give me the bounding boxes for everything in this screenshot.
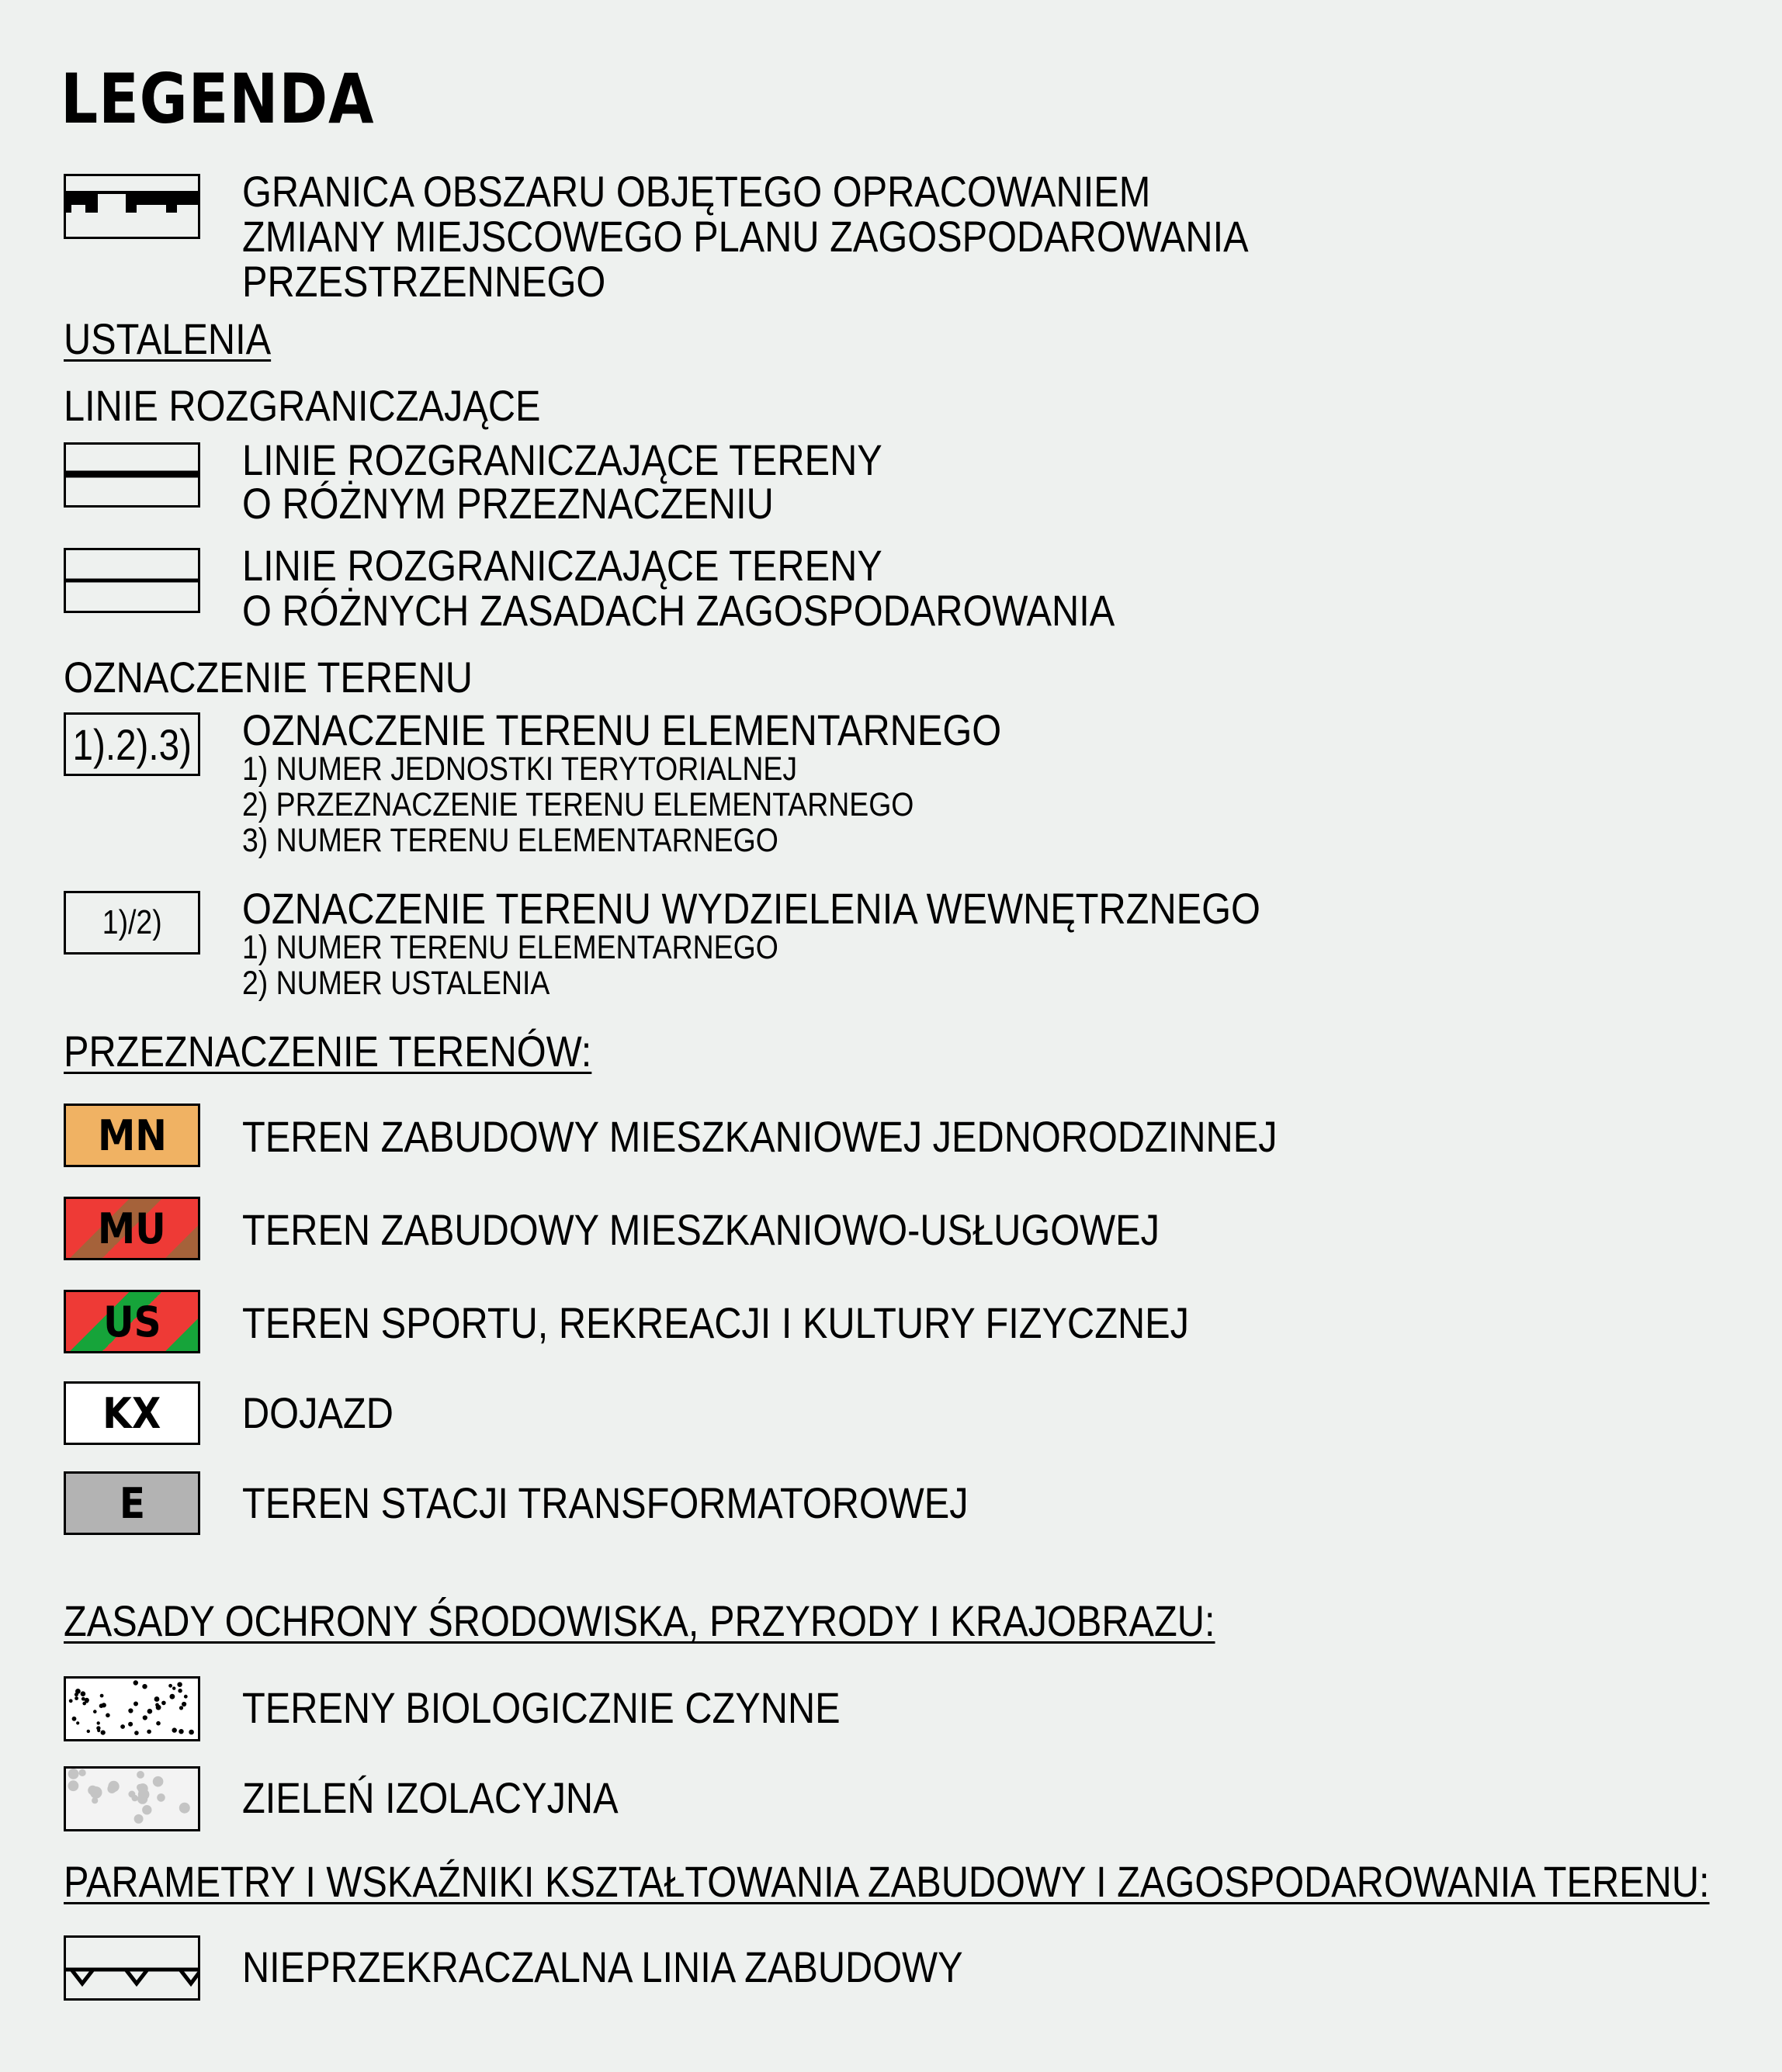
pattern-dot bbox=[172, 1727, 177, 1732]
pattern-dot bbox=[128, 1722, 133, 1727]
land-use-label-kx: DOJAZD bbox=[242, 1388, 393, 1437]
pattern-dot bbox=[170, 1694, 175, 1700]
biologically-active-pattern-icon bbox=[64, 1676, 200, 1740]
elementary-designation-title: OZNACZENIE TERENU ELEMENTARNEGO bbox=[242, 705, 1002, 754]
building-line-label: NIEPRZEKRACZALNA LINIA ZABUDOWY bbox=[242, 1942, 963, 1991]
pattern-dot bbox=[156, 1721, 161, 1726]
pattern-dot bbox=[128, 1708, 133, 1713]
isolation-greenery-label: ZIELEŃ IZOLACYJNA bbox=[242, 1773, 619, 1822]
pattern-dot bbox=[85, 1700, 88, 1703]
boundary-label-line-1: GRANICA OBSZARU OBJĘTEGO OPRACOWANIEM bbox=[242, 167, 1151, 216]
pattern-dot bbox=[179, 1706, 183, 1710]
pattern-dot bbox=[143, 1715, 147, 1720]
land-use-label-mn: TEREN ZABUDOWY MIESZKANIOWEJ JEDNORODZINNEJ bbox=[242, 1112, 1278, 1161]
internal-designation-box bbox=[64, 891, 200, 955]
pattern-dot bbox=[109, 1786, 116, 1793]
pattern-dot bbox=[184, 1695, 188, 1699]
pattern-dot bbox=[76, 1721, 79, 1724]
land-use-label-e: TEREN STACJI TRANSFORMATOROWEJ bbox=[242, 1478, 969, 1527]
pattern-dot bbox=[168, 1684, 172, 1688]
land-use-code-e bbox=[64, 1471, 200, 1535]
internal-designation-item-1: 1) NUMER TERENU ELEMENTARNEGO bbox=[242, 929, 778, 966]
pattern-dot bbox=[182, 1702, 186, 1706]
pattern-dot bbox=[179, 1729, 183, 1734]
pattern-dot bbox=[106, 1713, 110, 1718]
land-use-code-mu bbox=[64, 1197, 200, 1260]
pattern-dot bbox=[75, 1696, 78, 1700]
section-linie-header: LINIE ROZGRANICZAJĄCE bbox=[64, 381, 541, 430]
pattern-dot bbox=[178, 1689, 182, 1693]
pattern-dot bbox=[133, 1680, 138, 1685]
section-parametry-header: PARAMETRY I WSKAŹNIKI KSZTAŁTOWANIA ZABUDOWY I ZAGOSPODAROWANIA TERENU: bbox=[64, 1857, 1710, 1906]
pattern-dot bbox=[88, 1786, 97, 1795]
pattern-dot bbox=[189, 1730, 194, 1735]
elementary-designation-item-1: 1) NUMER JEDNOSTKI TERYTORIALNEJ bbox=[242, 750, 798, 788]
pattern-dot bbox=[179, 1803, 190, 1814]
elementary-designation-item-3: 3) NUMER TERENU ELEMENTARNEGO bbox=[242, 822, 778, 859]
pattern-dot bbox=[172, 1686, 175, 1689]
pattern-dot bbox=[154, 1696, 160, 1702]
pattern-dot bbox=[155, 1703, 159, 1707]
land-use-code-us-text: US bbox=[102, 1297, 161, 1346]
land-use-code-mn-text: MN bbox=[97, 1110, 167, 1160]
section-ustalenia: USTALENIA bbox=[64, 314, 272, 363]
pattern-dot bbox=[161, 1701, 166, 1706]
pattern-dot bbox=[132, 1795, 138, 1801]
land-use-label-us: TEREN SPORTU, REKREACJI I KULTURY FIZYCZNEJ bbox=[242, 1298, 1189, 1347]
pattern-dot bbox=[102, 1703, 106, 1707]
pattern-dot bbox=[137, 1771, 144, 1779]
land-use-code-mn bbox=[64, 1104, 200, 1167]
land-use-code-us bbox=[64, 1290, 200, 1353]
land-use-code-kx-text: KX bbox=[102, 1388, 161, 1438]
land-use-code-e-text: E bbox=[119, 1478, 145, 1528]
pattern-dot bbox=[133, 1702, 138, 1706]
pattern-dot bbox=[153, 1776, 164, 1787]
pattern-dot bbox=[177, 1682, 182, 1687]
internal-designation-title: OZNACZENIE TERENU WYDZIELENIA WEWNĘTRZNEGO bbox=[242, 884, 1260, 933]
land-use-label-mu: TEREN ZABUDOWY MIESZKANIOWO-USŁUGOWEJ bbox=[242, 1205, 1160, 1254]
pattern-dot bbox=[72, 1717, 77, 1721]
elementary-designation-code: 1).2).3) bbox=[72, 719, 192, 769]
land-use-code-mu-text: MU bbox=[98, 1204, 166, 1253]
pattern-dot bbox=[87, 1730, 90, 1733]
pattern-dot bbox=[68, 1780, 79, 1791]
pattern-dot bbox=[138, 1789, 150, 1800]
elementary-designation-item-2: 2) PRZEZNACZENIE TERENU ELEMENTARNEGO bbox=[242, 786, 914, 823]
pattern-dot bbox=[81, 1697, 85, 1701]
pattern-dot bbox=[97, 1729, 100, 1732]
pattern-dot bbox=[97, 1721, 100, 1724]
legend-title: LEGENDA bbox=[61, 59, 375, 139]
pattern-dot bbox=[75, 1689, 81, 1694]
pattern-dot bbox=[93, 1710, 97, 1713]
section-przeznaczenie-header: PRZEZNACZENIE TERENÓW: bbox=[64, 1027, 592, 1076]
pattern-dot bbox=[147, 1709, 153, 1714]
pattern-dot bbox=[79, 1769, 86, 1776]
boundary-label-line-3: PRZESTRZENNEGO bbox=[242, 257, 606, 306]
line-symbol-thin bbox=[64, 548, 200, 612]
internal-designation-code: 1)/2) bbox=[102, 903, 162, 941]
biologically-active-label: TERENY BIOLOGICZNIE CZYNNE bbox=[242, 1683, 841, 1732]
pattern-dot bbox=[92, 1797, 98, 1803]
pattern-dot bbox=[69, 1699, 73, 1703]
pattern-dot bbox=[157, 1793, 165, 1802]
pattern-dot bbox=[134, 1731, 139, 1735]
pattern-dot bbox=[142, 1805, 151, 1814]
line-thin-label-2: O RÓŻNYCH ZASADACH ZAGOSPODAROWANIA bbox=[242, 586, 1115, 635]
section-oznaczenie-header: OZNACZENIE TERENU bbox=[64, 653, 473, 702]
line-thin-label-1: LINIE ROZGRANICZAJĄCE TERENY bbox=[242, 541, 882, 590]
isolation-greenery-pattern-icon bbox=[64, 1766, 200, 1830]
boundary-symbol bbox=[64, 174, 200, 237]
internal-designation-item-2: 2) NUMER USTALENIA bbox=[242, 965, 550, 1002]
pattern-dot bbox=[68, 1769, 79, 1779]
pattern-dot bbox=[120, 1724, 125, 1729]
pattern-dot bbox=[142, 1684, 147, 1689]
elementary-designation-box bbox=[64, 712, 200, 776]
pattern-dot bbox=[134, 1814, 144, 1824]
pattern-dot bbox=[81, 1691, 86, 1696]
section-ochrona-header: ZASADY OCHRONY ŚRODOWISKA, PRZYRODY I KRAJOBRAZU: bbox=[64, 1596, 1215, 1645]
pattern-dot bbox=[100, 1694, 104, 1698]
line-thick-label-2: O RÓŻNYM PRZEZNACZENIU bbox=[242, 479, 774, 528]
land-use-code-kx bbox=[64, 1381, 200, 1445]
boundary-label-line-2: ZMIANY MIEJSCOWEGO PLANU ZAGOSPODAROWANIA bbox=[242, 212, 1249, 261]
building-line-symbol-icon bbox=[64, 1935, 200, 1999]
pattern-dot bbox=[101, 1731, 106, 1735]
pattern-dot bbox=[147, 1730, 151, 1734]
line-thick-label-1: LINIE ROZGRANICZAJĄCE TERENY bbox=[242, 435, 882, 484]
line-symbol-thick bbox=[64, 442, 200, 506]
